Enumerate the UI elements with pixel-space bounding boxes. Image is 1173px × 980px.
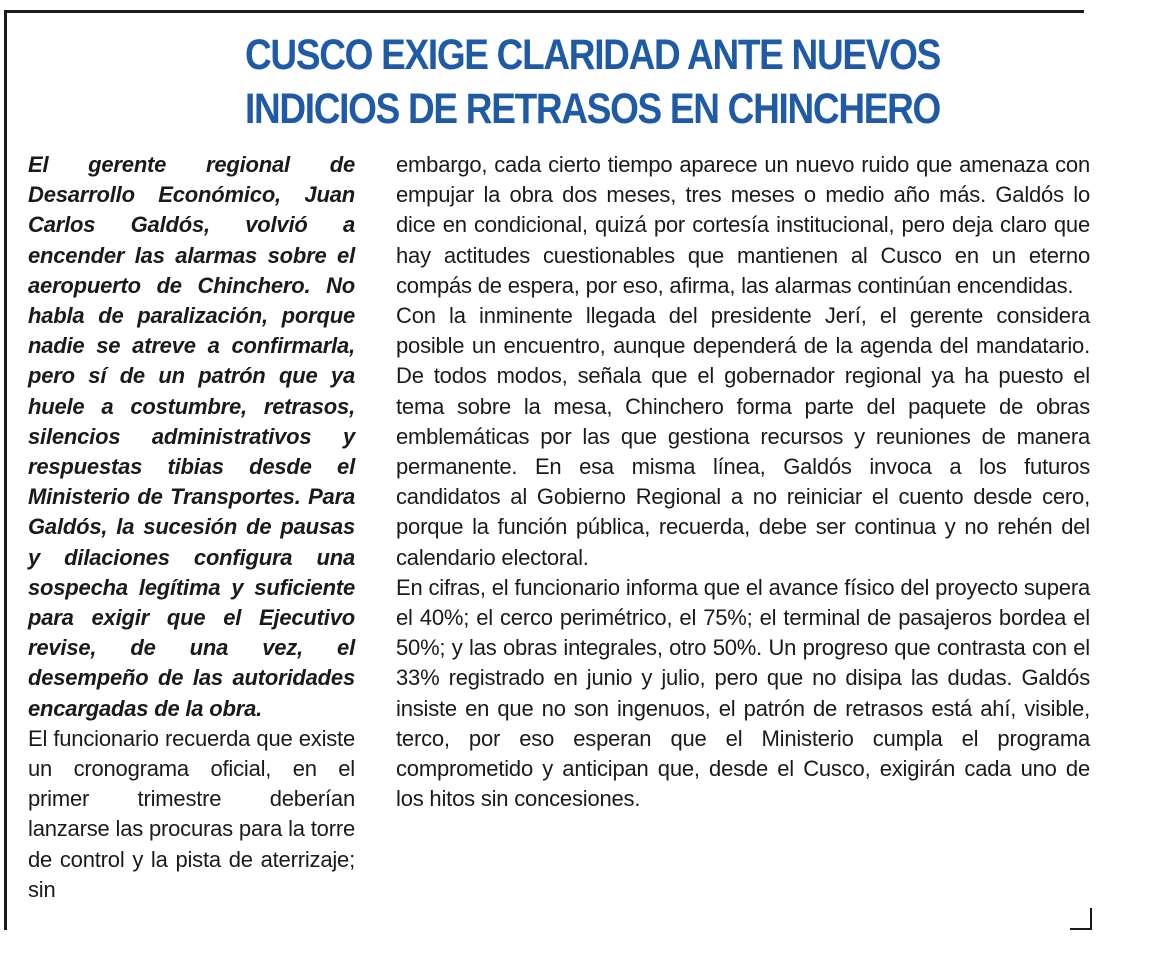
end-of-article-mark bbox=[1070, 908, 1092, 930]
article-lead: El gerente regional de Desarrollo Económico, Juan Carlos Galdós, volvió a encender las alarmas sobre el aeropuerto de Chinchero. No habla de paralización, porque nadie se atreve a confirmarla, pero sí de un patrón que ya huele a costumbre, retrasos, silencios administrativos y respuestas tibias desde el Ministerio de Transportes. Para Galdós, la sucesión de pausas y dilaciones configura una sospecha legítima y suficiente para exigir que el Ejecutivo revise, de una vez, el desempeño de las autoridades encargadas de la obra. bbox=[28, 152, 355, 721]
headline-line-2: INDICIOS DE RETRASOS EN CHINCHERO bbox=[244, 85, 941, 133]
article-body-left: El funcionario recuerda que existe un cronograma oficial, en el primer trimestre deberían lanzarse las procuras para la torre de control y la pista de aterrizaje; sin bbox=[28, 725, 355, 902]
article-body-paragraph-1: embargo, cada cierto tiempo aparece un nuevo ruido que amenaza con empujar la obra dos meses, tres meses o medio año más. Galdós lo dice en condicional, quizá por cortesía institucional, pero deja claro que hay actitudes cuestionables que mantienen al Cusco en un eterno compás de espera, por eso, afirma, las alarmas continúan encendidas. bbox=[396, 152, 1090, 298]
top-rule bbox=[4, 10, 1084, 13]
article-body-paragraph-3: En cifras, el funcionario informa que el avance físico del proyecto supera el 40%; el cerco perimétrico, el 75%; el terminal de pasajeros bordea el 50%; y las obras integrales, otro 50%. Un progreso que contrasta con el 33% registrado en junio y julio, pero que no disipa las dudas. Galdós insiste en que no son ingenuos, el patrón de retrasos está ahí, visible, terco, por eso esperan que el Ministerio cumpla el programa comprometido y anticipan que, desde el Cusco, exigirán cada uno de los hitos sin concesiones. bbox=[396, 574, 1090, 812]
article-body-paragraph-2: Con la inminente llegada del presidente Jerí, el gerente considera posible un encuentro, aunque dependerá de la agenda del mandatario. De todos modos, señala que el gobernador regional ya ha puesto el tema sobre la mesa, Chinchero forma parte del paquete de obras emblemáticas por las que gestiona recursos y reuniones de manera permanente. En esa misma línea, Galdós invoca a los futuros candidatos al Gobierno Regional a no reiniciar el cuento desde cero, porque la función pública, recuerda, debe ser continua y no rehén del calendario electoral. bbox=[396, 303, 1090, 570]
left-rule bbox=[4, 10, 7, 930]
article-column-right bbox=[396, 150, 1090, 814]
article-headline bbox=[109, 28, 1077, 136]
headline-line-1: CUSCO EXIGE CLARIDAD ANTE NUEVOS bbox=[245, 31, 940, 79]
article-column-left bbox=[28, 150, 355, 905]
